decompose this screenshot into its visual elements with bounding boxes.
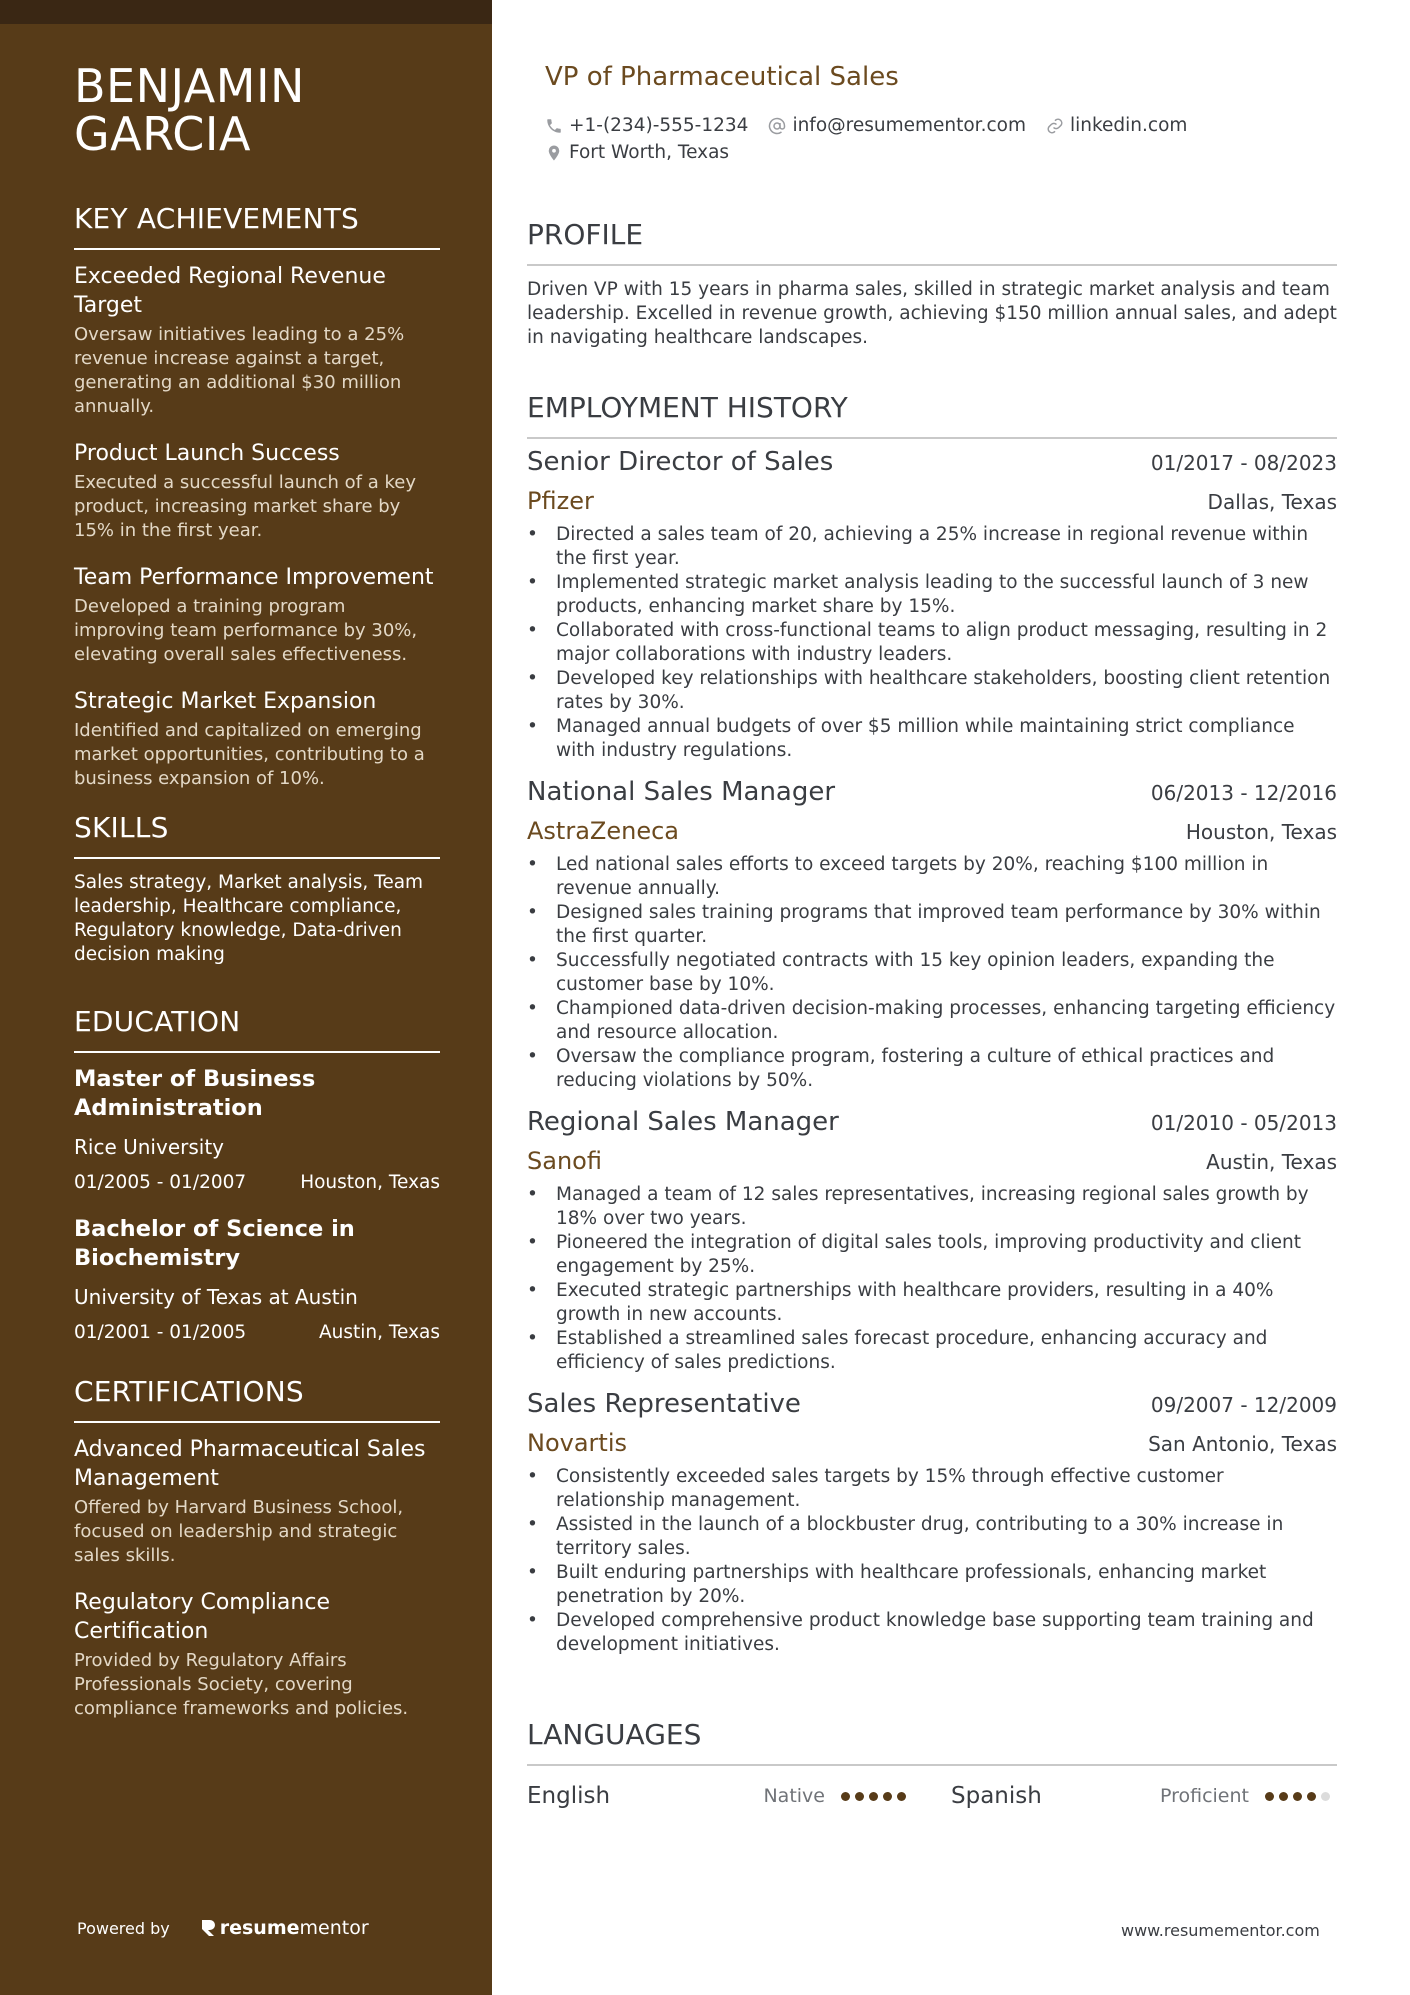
at-sign-icon	[768, 117, 786, 135]
contact-info	[545, 112, 1345, 166]
language-item	[951, 1783, 1335, 1809]
profile-section	[527, 218, 1337, 350]
last-name: GARCIA	[74, 107, 251, 161]
sidebar-content	[74, 59, 440, 1741]
achievement-description: Executed a successful launch of a key product, increasing market share by 15% in the first year.	[74, 472, 416, 541]
achievements-list	[74, 262, 440, 791]
job-company: Novartis	[527, 1429, 627, 1457]
job-role: Senior Director of Sales	[527, 447, 834, 477]
language-name: Spanish	[951, 1783, 1042, 1809]
job-bullet: • Designed sales training programs that improved team performance by 30% within the first quarter.	[527, 901, 1337, 949]
rating-dot-empty	[1321, 1792, 1330, 1801]
language-level: Proficient	[1159, 1785, 1249, 1807]
job-dates: 01/2017 - 08/2023	[1150, 451, 1337, 475]
skills-heading: SKILLS	[74, 811, 440, 859]
brand-name-light: mentor	[299, 1917, 369, 1939]
job-company: AstraZeneca	[527, 817, 679, 845]
job-bullet: • Managed annual budgets of over $5 million while maintaining strict compliance with industry regulations.	[527, 715, 1337, 763]
job-bullet: • Consistently exceeded sales targets by 15% through effective customer relationship management.	[527, 1465, 1337, 1513]
map-pin-icon	[545, 144, 563, 162]
job-role: Sales Representative	[527, 1389, 801, 1419]
education-degree: Bachelor of Science in Biochemistry	[74, 1216, 355, 1271]
job-header	[527, 777, 1337, 813]
job-header	[527, 447, 1337, 483]
education-school: University of Texas at Austin	[74, 1285, 358, 1309]
achievements-section	[74, 202, 440, 791]
job-location: San Antonio, Texas	[1148, 1432, 1337, 1456]
sidebar-top-band	[0, 0, 492, 24]
language-level: Native	[763, 1785, 825, 1807]
job-bullet: • Established a streamlined sales forecast procedure, enhancing accuracy and efficiency of sales predictions.	[527, 1327, 1337, 1375]
job-bullets	[527, 1465, 1337, 1657]
education-list	[74, 1065, 440, 1345]
achievement-item	[74, 439, 440, 543]
job-bullet: • Executed strategic partnerships with healthcare providers, resulting in a 40% growth in new accounts.	[527, 1279, 1337, 1327]
job-dates: 09/2007 - 12/2009	[1150, 1393, 1337, 1417]
profile-heading: PROFILE	[527, 218, 1337, 266]
jobs-list	[527, 447, 1337, 1657]
linkedin-item[interactable]	[1046, 115, 1187, 136]
employment-heading: EMPLOYMENT HISTORY	[527, 391, 1337, 439]
contact-row-2	[545, 139, 1345, 166]
location-text: Fort Worth, Texas	[569, 142, 730, 163]
certifications-section	[74, 1375, 440, 1721]
education-meta	[74, 1321, 440, 1345]
first-name: BENJAMIN	[74, 59, 305, 113]
language-item	[527, 1783, 911, 1809]
job-bullets	[527, 523, 1337, 763]
job-bullets	[527, 1183, 1337, 1375]
job-dates: 06/2013 - 12/2016	[1150, 781, 1337, 805]
language-name: English	[527, 1783, 611, 1809]
powered-by	[77, 1917, 369, 1939]
job-header	[527, 1389, 1337, 1425]
rating-dot-filled	[1307, 1792, 1316, 1801]
language-rating	[1265, 1792, 1335, 1801]
job-bullet: • Assisted in the launch of a blockbuster drug, contributing to a 30% increase in territory sales.	[527, 1513, 1337, 1561]
languages-list	[527, 1778, 1337, 1814]
achievement-item	[74, 262, 440, 419]
education-dates: 01/2005 - 01/2007	[74, 1172, 247, 1193]
skills-text: Sales strategy, Market analysis, Team leadership, Healthcare compliance, Regulatory knowledge, Data-driven decision making	[74, 872, 424, 965]
certifications-heading: CERTIFICATIONS	[74, 1375, 440, 1423]
profile-text: Driven VP with 15 years in pharma sales, skilled in strategic market analysis and team leadership. Excelled in revenue growth, achieving $150 million annual sales, and adept in navigating healthcare landscapes.	[527, 279, 1337, 348]
education-location: Houston, Texas	[300, 1172, 440, 1193]
education-heading: EDUCATION	[74, 1005, 440, 1053]
link-icon	[1046, 117, 1064, 135]
skills-section	[74, 811, 440, 967]
achievement-title: Team Performance Improvement	[74, 565, 434, 590]
rating-dot-filled	[841, 1792, 850, 1801]
rating-dot-filled	[1265, 1792, 1274, 1801]
education-degree: Master of Business Administration	[74, 1066, 316, 1121]
job-entry	[527, 1107, 1337, 1375]
job-title: VP of Pharmaceutical Sales	[545, 62, 899, 92]
achievement-title: Strategic Market Expansion	[74, 689, 377, 714]
phone-text: +1-(234)-555-1234	[569, 115, 749, 136]
job-bullet: • Successfully negotiated contracts with 15 key opinion leaders, expanding the customer base by 10%.	[527, 949, 1337, 997]
job-bullet: • Oversaw the compliance program, fostering a culture of ethical practices and reducing violations by 50%.	[527, 1045, 1337, 1093]
achievement-item	[74, 687, 440, 791]
brand-name-bold: resume	[219, 1917, 300, 1939]
rating-dot-filled	[1293, 1792, 1302, 1801]
job-role: Regional Sales Manager	[527, 1107, 839, 1137]
employment-section	[527, 391, 1337, 1671]
job-bullet: • Championed data-driven decision-making processes, enhancing targeting efficiency and resource allocation.	[527, 997, 1337, 1045]
linkedin-text: linkedin.com	[1069, 115, 1188, 136]
job-header	[527, 1107, 1337, 1143]
job-entry	[527, 447, 1337, 763]
job-subheader	[527, 1429, 1337, 1465]
job-bullet: • Managed a team of 12 sales representatives, increasing regional sales growth by 18% over two years.	[527, 1183, 1337, 1231]
rating-dot-filled	[869, 1792, 878, 1801]
job-bullet: • Developed comprehensive product knowledge base supporting team training and development initiatives.	[527, 1609, 1337, 1657]
job-location: Dallas, Texas	[1207, 490, 1337, 514]
certification-description: Offered by Harvard Business School, focused on leadership and strategic sales skills.	[74, 1497, 404, 1566]
certification-title: Regulatory Compliance Certification	[74, 1590, 330, 1644]
email-text: info@resumementor.com	[792, 115, 1026, 136]
job-entry	[527, 777, 1337, 1093]
job-location: Houston, Texas	[1185, 820, 1337, 844]
job-company: Pfizer	[527, 487, 594, 515]
education-location: Austin, Texas	[318, 1322, 440, 1343]
phone-item[interactable]	[545, 115, 748, 136]
job-bullet: • Implemented strategic market analysis leading to the successful launch of 3 new products, enhancing market share by 15%.	[527, 571, 1337, 619]
job-location: Austin, Texas	[1206, 1150, 1337, 1174]
certification-item	[74, 1588, 440, 1721]
job-subheader	[527, 817, 1337, 853]
education-meta	[74, 1171, 440, 1195]
contact-row-1	[545, 112, 1345, 139]
languages-section	[527, 1718, 1337, 1814]
job-bullet: • Collaborated with cross-functional teams to align product messaging, resulting in 2 major collaborations with industry leaders.	[527, 619, 1337, 667]
brand-logo[interactable]	[200, 1917, 369, 1939]
achievement-title: Exceeded Regional Revenue Target	[74, 264, 386, 318]
achievement-title: Product Launch Success	[74, 441, 340, 466]
location-item	[545, 142, 729, 163]
achievement-description: Oversaw initiatives leading to a 25% revenue increase against a target, generating an additional $30 million annually.	[74, 324, 405, 417]
job-company: Sanofi	[527, 1147, 602, 1175]
job-bullet: • Led national sales efforts to exceed targets by 20%, reaching $100 million in revenue annually.	[527, 853, 1337, 901]
job-entry	[527, 1389, 1337, 1657]
education-section	[74, 1005, 440, 1345]
powered-by-label: Powered by	[77, 1918, 170, 1938]
job-bullet: • Pioneered the integration of digital sales tools, improving productivity and client engagement by 25%.	[527, 1231, 1337, 1279]
certifications-list	[74, 1435, 440, 1721]
achievement-description: Identified and capitalized on emerging market opportunities, contributing to a business expansion of 10%.	[74, 720, 425, 789]
job-bullet: • Directed a sales team of 20, achieving a 25% increase in regional revenue within the first year.	[527, 523, 1337, 571]
job-dates: 01/2010 - 05/2013	[1150, 1111, 1337, 1135]
job-subheader	[527, 487, 1337, 523]
rating-dot-filled	[883, 1792, 892, 1801]
phone-icon	[545, 117, 563, 135]
achievement-item	[74, 563, 440, 667]
resumementor-logo-icon	[200, 1918, 216, 1938]
job-bullet: • Built enduring partnerships with healthcare professionals, enhancing market penetration by 20%.	[527, 1561, 1337, 1609]
job-bullet: • Developed key relationships with healthcare stakeholders, boosting client retention rates by 30%.	[527, 667, 1337, 715]
achievement-description: Developed a training program improving team performance by 30%, elevating overall sales effectiveness.	[74, 596, 418, 665]
language-rating	[841, 1792, 911, 1801]
certification-description: Provided by Regulatory Affairs Professionals Society, covering compliance frameworks and policies.	[74, 1650, 409, 1719]
candidate-name	[74, 59, 440, 161]
education-item	[74, 1215, 440, 1345]
education-dates: 01/2001 - 01/2005	[74, 1322, 247, 1343]
job-bullets	[527, 853, 1337, 1093]
languages-heading: LANGUAGES	[527, 1718, 1337, 1766]
job-subheader	[527, 1147, 1337, 1183]
certification-title: Advanced Pharmaceutical Sales Management	[74, 1437, 426, 1491]
education-school: Rice University	[74, 1135, 224, 1159]
education-item	[74, 1065, 440, 1195]
certification-item	[74, 1435, 440, 1568]
sidebar	[0, 0, 492, 1995]
rating-dot-filled	[1279, 1792, 1288, 1801]
email-item[interactable]	[768, 115, 1026, 136]
achievements-heading: KEY ACHIEVEMENTS	[74, 202, 440, 250]
footer-url[interactable]: www.resumementor.com	[1121, 1921, 1320, 1940]
job-role: National Sales Manager	[527, 777, 836, 807]
rating-dot-filled	[897, 1792, 906, 1801]
rating-dot-filled	[855, 1792, 864, 1801]
